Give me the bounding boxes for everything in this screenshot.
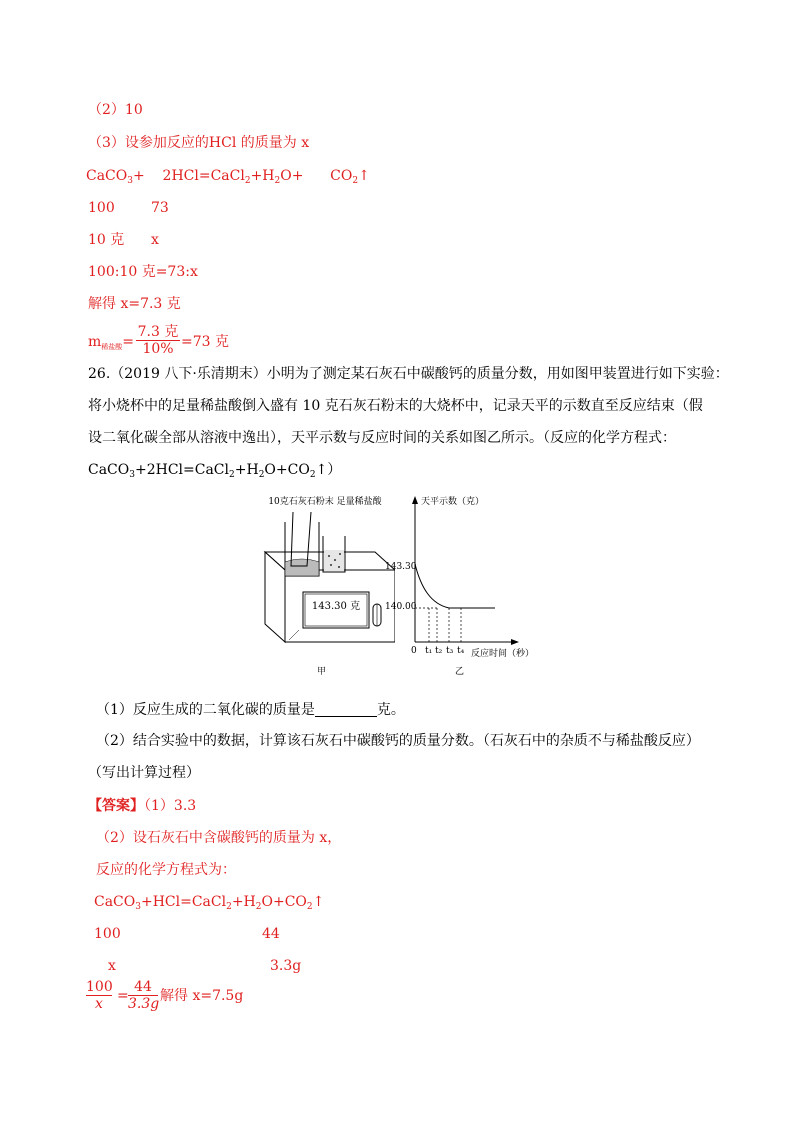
fraction-numerator: 7.3 克 [137,324,179,340]
mass-formula-label: $m_{稀盐酸}=$ [88,334,135,351]
y-tick-140-00: 140.00 [385,602,417,612]
ratio-2-row-1-right: 44 [262,926,280,942]
equation-2: $CaCO_3+HCl=CaCl_2+H_2O+CO_2↑$ [94,894,325,912]
graph-x-label: 反应时间（秒） [471,649,535,659]
sub-question-1: （1）反应生成的二氧化碳的质量是 克。 [96,702,405,718]
mass-curve [415,564,495,608]
answer-part-2: （2）10 [88,102,143,118]
ratio-2-row-2-left: x [108,958,116,974]
x-tick-t4: t₄ [457,646,465,656]
balance-display: 143.30 克 [311,601,361,612]
x-tick-t2: t₂ [435,646,443,656]
fraction-numerator: 44 [134,979,152,995]
solve-line-1: 解得 x=7.3 克 [88,296,181,312]
figure-jia-label: 甲 [317,667,327,677]
sub-question-2-note: （写出计算过程） [88,765,200,781]
answer-part-3: （3）设参加反应的HCl 的质量为 x [88,135,310,151]
fraction-100-over-x [86,980,112,1011]
question-26-line-1: 26.（2019 八下·乐清期末）小明为了测定某石灰石中碳酸钙的质量分数，用如图甲装置进行如下实验： [88,366,729,382]
figure-jia [255,492,395,682]
solve-line-2: 解得 x=7.5g [160,988,244,1004]
fraction-denominator: 3.3g [128,996,160,1012]
ratio-equation: 100:10 克=73:x [88,264,198,280]
ratio-row-1-right: 73 [151,200,169,216]
ratio-2-row-2-right: 3.3g [270,958,302,974]
equation-1: CaCO$_3$+ $2HCl=CaCl_2+H_2O+$ $CO_2↑$ [86,168,370,186]
y-tick-143-30: 143.30 [385,562,417,572]
ratio-row-2-right: x [151,232,159,248]
question-26-line-4: $CaCO_3+2HCl=CaCl_2+H_2O+CO_2↑$） [88,462,342,480]
figure-yi [385,492,545,682]
answer-tag: 【答案】 [88,798,144,814]
answer-blank[interactable] [315,702,377,717]
figure-yi-label: 乙 [455,667,465,677]
x-tick-t1: t₁ [425,646,433,656]
fraction-denominator: x [95,996,103,1012]
question-26-line-3: 设二氧化碳全部从溶液中逸出），天平示数与反应时间的关系如图乙所示。（反应的化学方程式： [88,430,676,446]
fraction-equals: = [117,988,129,1004]
mass-result: =73 克 [181,334,229,350]
fraction-44-over-3-3g [128,980,158,1011]
question-26-line-2: 将小烧杯中的足量稀盐酸倒入盛有 10 克石灰石粉末的大烧杯中，记录天平的示数直至反应结束（假 [88,398,703,414]
graph-y-label: 天平示数（克） [421,497,485,507]
answer-26-part-2: （2）设石灰石中含碳酸钙的质量为 x， [96,830,342,846]
answer-26-part-1: 【答案】（1）3.3 [88,798,197,814]
ratio-row-2-left: 10 克 [88,232,125,248]
ratio-row-1-left: 100 [88,200,115,216]
fraction-denominator: 10% [142,341,174,357]
balance-apparatus-illustration [255,492,395,682]
x-tick-0: 0 [411,646,417,656]
answer-26-part-3: 反应的化学方程式为： [96,862,236,878]
x-tick-t3: t₃ [446,646,454,656]
ratio-2-row-1-left: 100 [94,926,121,942]
fraction-numerator: 100 [86,979,113,995]
sub-question-2: （2）结合实验中的数据，计算该石灰石中碳酸钙的质量分数。（石灰石中的杂质不与稀盐酸反应） [96,733,700,749]
figure-jia-caption: 10克石灰石粉末 足量稀盐酸 [268,497,382,507]
mass-fraction [136,325,180,356]
